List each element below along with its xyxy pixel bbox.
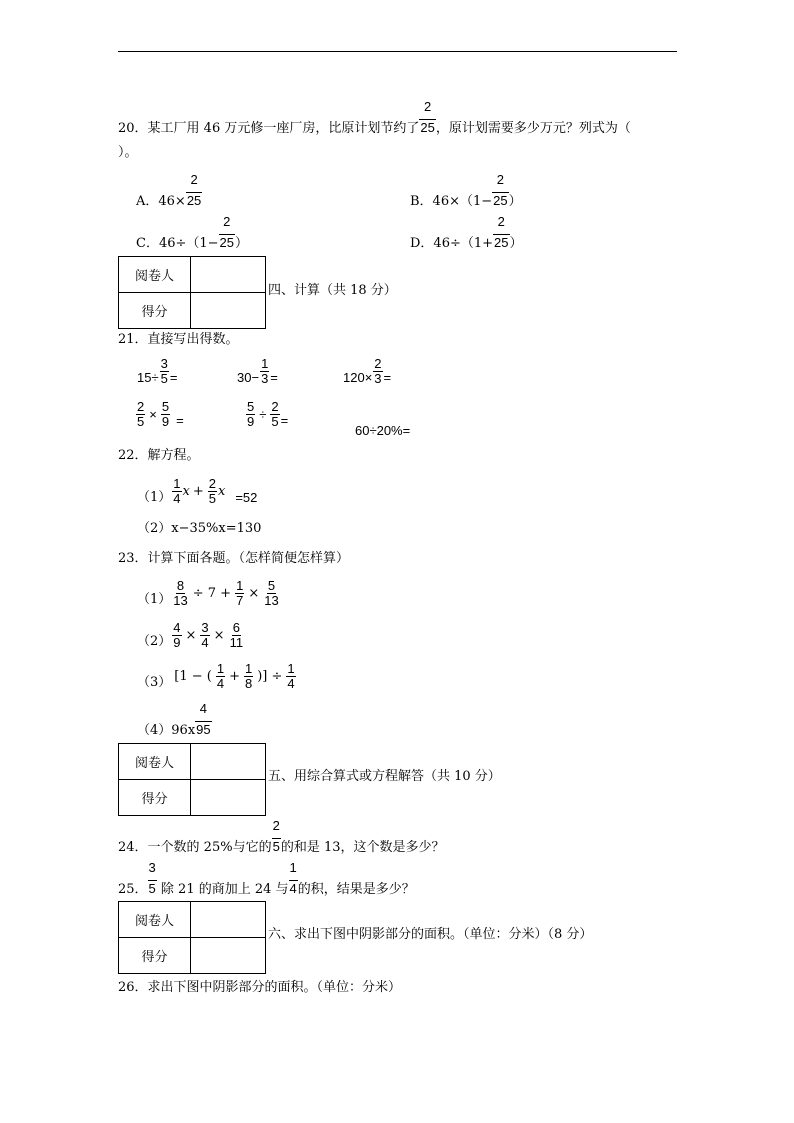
fraction [270,400,279,429]
operator: )] ÷ [257,668,283,684]
fraction [286,662,295,691]
expr-text: = [280,413,289,428]
expr-23-3 [137,662,297,691]
expr-21-5 [245,400,288,429]
numerator: 4 [173,620,181,635]
operator: × [149,406,157,422]
question-text: ）。 [118,145,138,160]
reviewer-label: 阅卷人 [119,744,191,780]
fraction [235,579,244,608]
fraction-numerator: 2 [423,99,432,114]
denominator: 8 [245,676,253,691]
expr-text: = [383,370,392,385]
denominator: 5 [208,491,216,506]
fraction [419,99,435,136]
denominator: 4 [216,676,225,691]
score-cell[interactable] [191,938,266,974]
question-text: 24．一个数的 25%与它的 [118,840,272,855]
question-text: ，原计划需要多少万元？列式为（ [435,121,631,136]
fraction-denominator: 25 [420,120,435,135]
question-title: 23．计算下面各题。（怎样简便怎样算） [118,551,350,566]
numerator: 1 [236,578,244,593]
numerator: 5 [247,399,255,414]
numerator: 2 [271,399,279,414]
denominator: 5 [137,414,145,429]
operator: ÷ [259,406,267,422]
fraction [195,701,211,738]
expr-23-4 [137,701,212,739]
fraction-numerator: 2 [496,172,504,187]
question-title: 21．直接写出得数。 [118,332,239,347]
question-26: 26．求出下图中阴影部分的面积。（单位：分米） [118,980,402,995]
numerator: 5 [267,578,276,593]
question-text: 20．某工厂用 46 万元修一座厂房，比原计划节约了 [118,121,420,136]
header-rule [118,51,677,52]
option-c[interactable] [136,214,249,252]
option-label: ） [509,236,523,251]
fraction [186,172,202,209]
numerator: 3 [201,620,209,635]
fraction-denominator: 25 [493,193,508,208]
question-text: 的和是 13，这个数是多少？ [280,840,445,855]
option-label: A．46× [136,194,186,209]
question-text: 的积，结果是多少？ [297,882,415,897]
operator: × [185,627,197,643]
operator: × [213,627,225,643]
expr-23-2 [137,621,245,650]
score-table [118,256,266,329]
reviewer-cell[interactable] [191,744,266,780]
expr-text: = [270,370,278,385]
expr-text: [1 − ( [174,668,212,684]
item-label: （1） [137,592,172,607]
reviewer-label: 阅卷人 [119,902,191,938]
section-heading: 五、用综合算式或方程解答（共 10 分） [268,769,501,784]
score-table [118,901,266,974]
fraction-numerator: 4 [199,701,207,716]
numerator: 3 [160,356,168,371]
denominator: 9 [247,414,255,429]
question-title: 22．解方程。 [118,448,200,463]
denominator: 13 [173,593,188,608]
score-table [118,743,266,816]
question-20 [118,99,631,137]
fraction-denominator: 5 [148,881,156,896]
fraction [216,662,225,691]
denominator: 3 [261,371,269,386]
fraction-denominator: 5 [272,839,280,854]
fraction-denominator: 25 [186,193,202,208]
item-label: （4）96x [137,723,196,738]
fraction-numerator: 2 [223,214,231,229]
denominator: 4 [173,491,181,506]
expr-21-3 [343,357,391,386]
reviewer-cell[interactable] [191,902,266,938]
expr-text: 120× [343,370,373,385]
fraction [493,214,509,251]
option-d[interactable] [410,214,523,252]
numerator: 1 [245,661,253,676]
fraction [172,621,181,650]
expr-text: = [176,413,184,428]
item-label: （2） [137,634,172,649]
reviewer-cell[interactable] [191,257,266,293]
fraction-denominator: 25 [219,235,235,250]
numerator: 6 [232,620,240,635]
option-label: D．46÷（1+ [410,236,494,251]
expr-21-2 [237,357,278,386]
fraction-denominator: 95 [196,722,211,737]
fraction [244,662,253,691]
variable: x [218,483,226,499]
expr-text: =52 [235,490,258,505]
expr-text: 15÷ [137,370,159,385]
variable: x [182,483,190,499]
expr-21-4 [135,400,184,429]
denominator: 9 [161,414,170,429]
fraction [492,172,508,209]
fraction [263,579,279,608]
denominator: 11 [229,635,244,650]
equation-1 [137,477,257,506]
score-label: 得分 [119,780,191,816]
fraction [172,477,181,506]
numerator: 1 [261,356,269,371]
option-label: B．46×（1− [410,194,493,209]
fraction-numerator: 3 [148,860,156,875]
score-cell[interactable] [191,780,266,816]
fraction [160,357,169,386]
score-label: 得分 [119,938,191,974]
fraction [200,621,209,650]
equation-2: （2）x−35%x=130 [137,521,262,536]
expr-text: 30− [237,370,260,385]
denominator: 5 [160,371,168,386]
operator: × [248,585,260,601]
fraction-denominator: 4 [289,881,297,896]
expr-text: = [169,370,178,385]
numerator: 2 [374,356,382,371]
fraction [136,400,145,429]
fraction [289,860,298,897]
numerator: 8 [176,578,185,593]
fraction [208,477,217,506]
operator: + [229,668,240,684]
fraction-numerator: 2 [190,172,198,187]
expr-23-1 [137,579,281,608]
operator: ÷ 7 + [192,585,232,601]
fraction [229,621,245,650]
numerator: 1 [173,476,181,491]
fraction [373,357,382,386]
fraction [161,400,170,429]
denominator: 5 [271,414,279,429]
item-label: （3） [137,675,172,690]
option-label: ） [235,236,249,251]
numerator: 2 [208,476,216,491]
fraction-numerator: 1 [289,860,297,875]
fraction-numerator: 2 [497,214,505,229]
expr-21-1 [137,357,177,386]
fraction [246,400,255,429]
fraction [148,860,157,897]
fraction [272,818,281,855]
denominator: 9 [173,635,181,650]
item-label: （1） [137,490,172,505]
question-text: 25． [118,882,148,897]
fraction [172,579,188,608]
denominator: 3 [374,371,382,386]
option-b[interactable] [410,172,522,210]
section-heading: 六、求出下图中阴影部分的面积。（单位：分米）（8 分） [268,927,593,942]
fraction [219,214,235,251]
section-heading: 四、计算（共 18 分） [268,283,397,298]
option-label: C．46÷（1− [136,236,219,251]
question-24 [118,818,445,856]
numerator: 1 [287,661,295,676]
denominator: 4 [201,635,209,650]
numerator: 5 [161,399,170,414]
fraction-numerator: 2 [272,818,280,833]
fraction-denominator: 25 [494,235,509,250]
numerator: 2 [137,399,145,414]
option-label: ） [508,194,522,209]
denominator: 7 [236,593,244,608]
denominator: 13 [264,593,279,608]
fraction [260,357,269,386]
operator: + [192,483,204,499]
denominator: 4 [287,676,295,691]
expr-text: 60÷20%= [355,423,411,438]
option-a[interactable] [136,172,202,210]
question-25 [118,860,415,898]
score-cell[interactable] [191,293,266,329]
score-label: 得分 [119,293,191,329]
numerator: 1 [216,661,225,676]
question-text: 除 21 的商加上 24 与 [160,882,289,897]
reviewer-label: 阅卷人 [119,257,191,293]
